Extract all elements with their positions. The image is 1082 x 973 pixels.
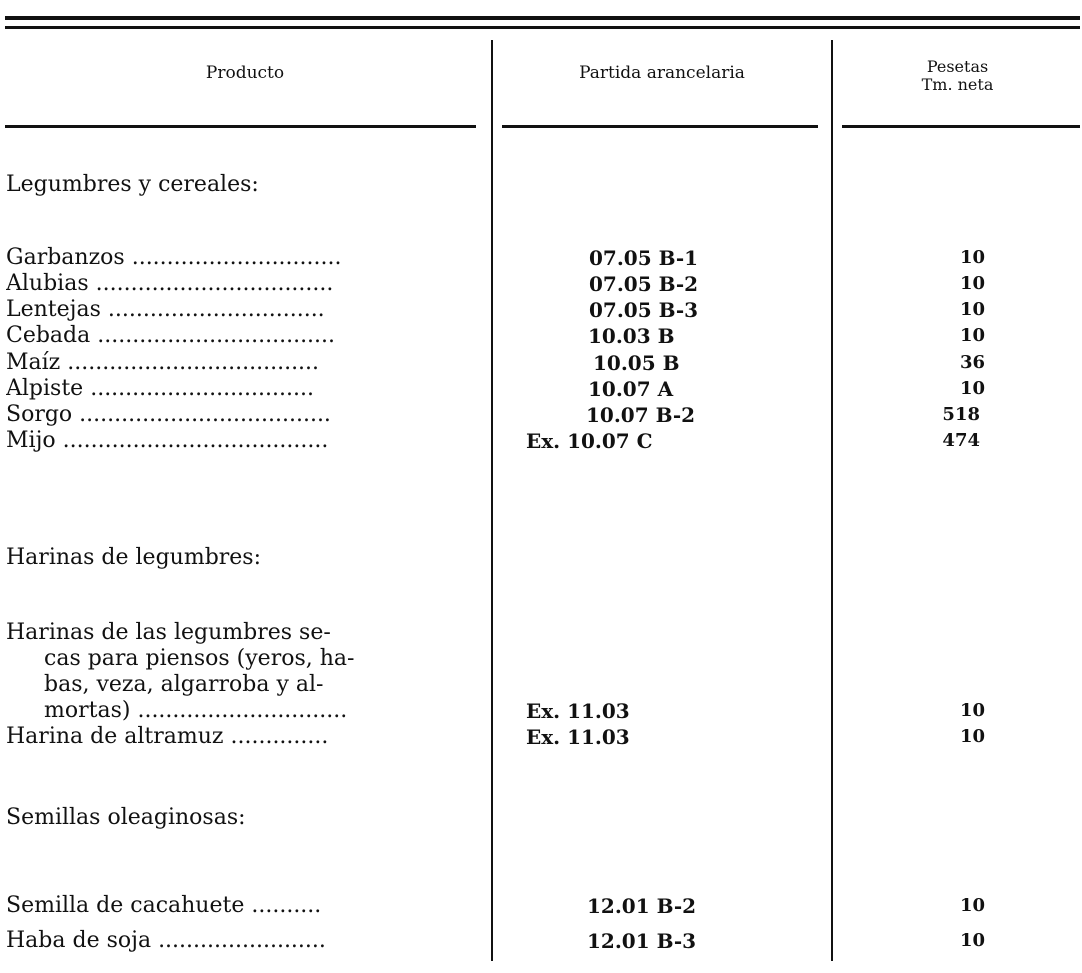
leader-dots: .......... <box>251 893 322 918</box>
product-name: Lentejas <box>6 297 101 322</box>
row-product <box>6 724 476 750</box>
top-double-rule-upper <box>5 16 1080 20</box>
product-name: Haba de soja <box>6 928 152 953</box>
partida-code: Ex. 11.03 <box>526 699 630 723</box>
partida-code: 07.05 B-1 <box>589 246 699 270</box>
header-pesetas-line2: Tm. neta <box>921 75 994 94</box>
partida-code: 10.03 B <box>588 324 675 348</box>
row-pesetas: 36 <box>959 352 985 373</box>
partida-code: 10.07 A <box>588 377 674 401</box>
partida-code: Ex. 11.03 <box>526 725 630 749</box>
row-product <box>6 402 476 428</box>
partida-code: 07.05 B-3 <box>589 298 699 322</box>
partida-code: 07.05 B-2 <box>589 272 699 296</box>
row-product <box>44 698 476 724</box>
product-name: mortas) <box>44 698 131 723</box>
row-pesetas: 10 <box>959 273 985 294</box>
product-name: Cebada <box>6 323 91 348</box>
header-pesetas-line1: Pesetas <box>926 57 989 76</box>
leader-dots: ........................ <box>158 928 326 953</box>
product-name: Semilla de cacahuete <box>6 893 245 918</box>
partida-code: 12.01 B-2 <box>587 894 697 918</box>
row-pesetas: 10 <box>959 726 985 747</box>
table-row <box>0 724 1082 750</box>
partida-code: 10.05 B <box>593 351 680 375</box>
row-pesetas: 10 <box>959 930 985 951</box>
row-pesetas: 10 <box>959 299 985 320</box>
row-pesetas: 10 <box>959 378 985 399</box>
leader-dots: .............................. <box>131 245 342 270</box>
table-row <box>0 297 1082 323</box>
row-pesetas: 10 <box>959 247 985 268</box>
table-row <box>0 376 1082 402</box>
table-row <box>0 428 1082 454</box>
row-pesetas: 10 <box>959 895 985 916</box>
product-name: Mijo <box>6 428 56 453</box>
product-line: cas para piensos (yeros, ha- <box>44 646 355 671</box>
row-pesetas: 10 <box>959 700 985 721</box>
leader-dots: .................................. <box>95 271 334 296</box>
top-double-rule-lower <box>5 26 1080 29</box>
header-underline-1 <box>5 125 476 128</box>
leader-dots: .................................... <box>79 402 331 427</box>
partida-code: 12.01 B-3 <box>587 929 697 953</box>
leader-dots: ................................ <box>90 376 314 401</box>
table-row <box>0 271 1082 297</box>
row-pesetas: 10 <box>959 325 985 346</box>
table-row <box>0 245 1082 271</box>
header-partida: Partida arancelaria <box>579 63 745 83</box>
column-divider-1 <box>491 40 493 961</box>
row-product <box>6 323 476 349</box>
header-producto: Producto <box>205 63 285 83</box>
section-title-legumbres: Legumbres y cereales: <box>6 172 259 197</box>
row-product <box>6 350 476 376</box>
table-row <box>0 893 1082 919</box>
header-pesetas <box>833 58 1082 94</box>
row-product <box>6 245 476 271</box>
table-row <box>0 698 1082 724</box>
header-underline-3 <box>842 125 1080 128</box>
leader-dots: ............................... <box>107 297 325 322</box>
row-pesetas: 474 <box>942 430 980 451</box>
leader-dots: .............................. <box>137 698 348 723</box>
row-product <box>6 928 476 954</box>
product-name: Maíz <box>6 350 61 375</box>
partida-code: 10.07 B-2 <box>586 403 696 427</box>
product-name: Harina de altramuz <box>6 724 224 749</box>
partida-code: Ex. 10.07 C <box>526 429 653 453</box>
table-row <box>0 323 1082 349</box>
product-line: Harinas de las legumbres se- <box>6 620 331 645</box>
row-product <box>6 893 476 919</box>
product-name: Alubias <box>6 271 89 296</box>
row-product <box>6 271 476 297</box>
section-title-harinas: Harinas de legumbres: <box>6 545 262 570</box>
leader-dots: .................................... <box>67 350 320 375</box>
section-title-semillas: Semillas oleaginosas: <box>6 805 246 830</box>
leader-dots: .................................. <box>97 323 336 348</box>
product-line: bas, veza, algarroba y al- <box>44 672 324 697</box>
product-name: Alpiste <box>6 376 84 401</box>
column-divider-2 <box>831 40 833 961</box>
product-name: Sorgo <box>6 402 73 427</box>
leader-dots: ...................................... <box>62 428 329 453</box>
header-underline-2 <box>502 125 818 128</box>
table-row <box>0 928 1082 954</box>
row-product <box>6 297 476 323</box>
product-name: Garbanzos <box>6 245 125 270</box>
row-pesetas: 518 <box>942 404 980 425</box>
table-row <box>0 402 1082 428</box>
row-product <box>6 376 476 402</box>
table-row <box>0 350 1082 376</box>
leader-dots: .............. <box>230 724 329 749</box>
row-product <box>6 428 476 454</box>
